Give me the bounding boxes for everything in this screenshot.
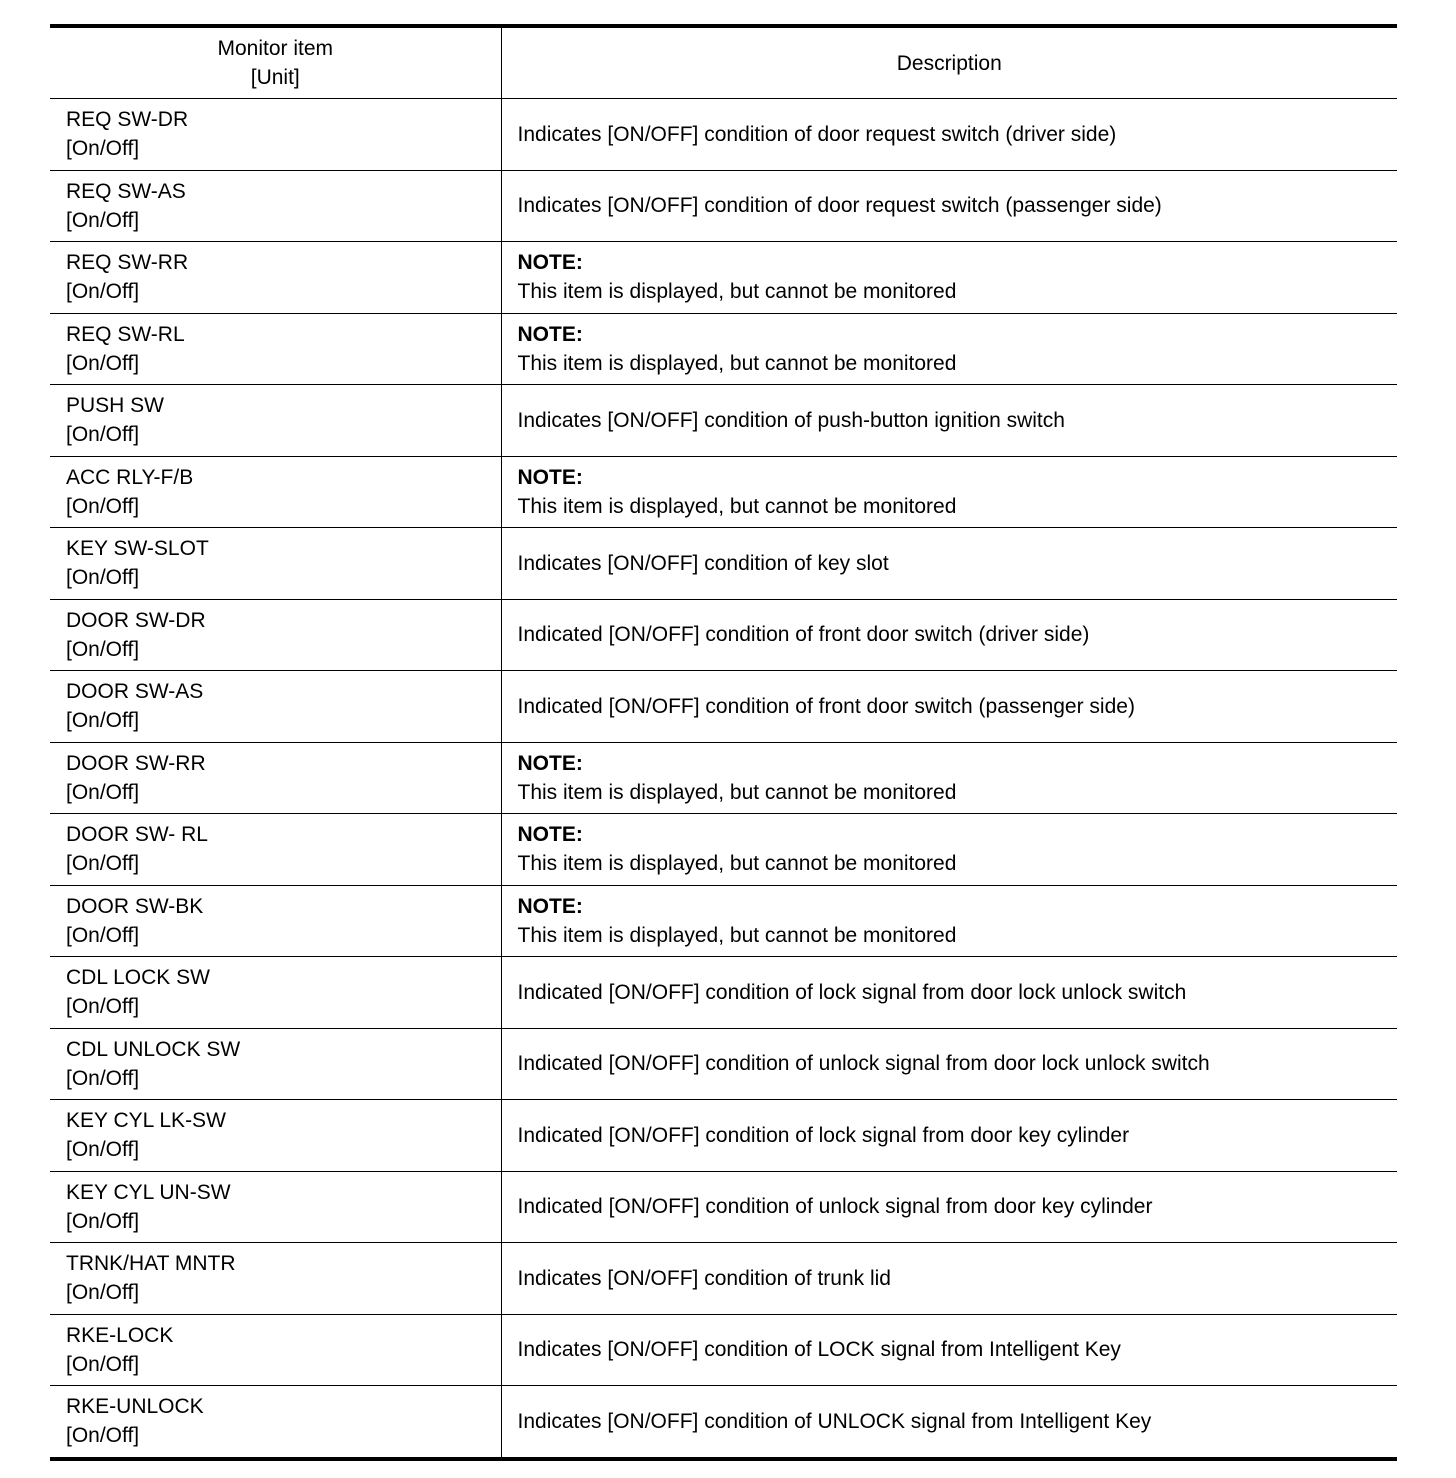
description-cell: [501, 1314, 1397, 1386]
table-row: [50, 671, 1397, 743]
monitor-item-name: DOOR SW-AS: [66, 680, 204, 704]
table-row: [50, 599, 1397, 671]
monitor-item-unit: [On/Off]: [66, 709, 140, 733]
table-row: [50, 885, 1397, 957]
description-text: Indicated [ON/OFF] condition of unlock signal from door key cylinder: [517, 1195, 1153, 1219]
monitor-item-unit: [On/Off]: [66, 351, 140, 375]
table-row: [50, 1314, 1397, 1386]
monitor-item-cell: [50, 456, 501, 528]
description-text: This item is displayed, but cannot be monitored: [517, 351, 957, 375]
description-text: Indicates [ON/OFF] condition of UNLOCK signal from Intelligent Key: [517, 1409, 1152, 1433]
description-cell: [501, 1028, 1397, 1100]
monitor-item-cell: [50, 1171, 501, 1243]
description-cell: [501, 671, 1397, 743]
monitor-item-cell: [50, 170, 501, 242]
description-text: Indicates [ON/OFF] condition of door request switch (passenger side): [517, 194, 1162, 218]
description-text: Indicates [ON/OFF] condition of key slot: [517, 551, 889, 575]
description-cell: [501, 1100, 1397, 1172]
monitor-item-unit: [On/Off]: [66, 1352, 140, 1376]
monitor-item-unit: [On/Off]: [66, 208, 140, 232]
table-row: [50, 242, 1397, 314]
monitor-item-unit: [On/Off]: [66, 566, 140, 590]
description-cell: [501, 599, 1397, 671]
description-text: This item is displayed, but cannot be monitored: [517, 852, 957, 876]
description-cell: [501, 814, 1397, 886]
monitor-item-cell: [50, 742, 501, 814]
table-row: [50, 170, 1397, 242]
description-cell: [501, 528, 1397, 600]
note-label: NOTE:: [517, 751, 583, 775]
header-monitor-item-label: Monitor item: [217, 37, 334, 60]
description-cell: [501, 1243, 1397, 1315]
description-cell: [501, 456, 1397, 528]
table-row: [50, 1028, 1397, 1100]
description-text: Indicates [ON/OFF] condition of LOCK signal from Intelligent Key: [517, 1338, 1121, 1362]
description-text: Indicated [ON/OFF] condition of lock signal from door lock unlock switch: [517, 980, 1187, 1004]
monitor-item-unit: [On/Off]: [66, 137, 140, 161]
monitor-item-cell: [50, 242, 501, 314]
table-row: [50, 742, 1397, 814]
monitor-item-table: [50, 24, 1397, 1461]
monitor-item-unit: [On/Off]: [66, 1209, 140, 1233]
monitor-item-name: TRNK/HAT MNTR: [66, 1252, 236, 1276]
monitor-item-cell: [50, 1386, 501, 1459]
table-row: [50, 385, 1397, 457]
monitor-item-name: CDL LOCK SW: [66, 966, 210, 990]
monitor-item-unit: [On/Off]: [66, 1281, 140, 1305]
monitor-item-unit: [On/Off]: [66, 1424, 140, 1448]
note-label: NOTE:: [517, 465, 583, 489]
monitor-item-cell: [50, 1314, 501, 1386]
monitor-item-cell: [50, 528, 501, 600]
monitor-item-cell: [50, 885, 501, 957]
header-unit-label: [Unit]: [250, 66, 300, 89]
monitor-item-unit: [On/Off]: [66, 995, 140, 1019]
monitor-item-name: RKE-LOCK: [66, 1323, 174, 1347]
monitor-item-cell: [50, 1243, 501, 1315]
monitor-item-unit: [On/Off]: [66, 1066, 140, 1090]
monitor-item-cell: [50, 313, 501, 385]
monitor-item-name: DOOR SW-DR: [66, 608, 206, 632]
description-cell: [501, 170, 1397, 242]
table-row: [50, 99, 1397, 171]
header-description: Description: [501, 26, 1397, 99]
table-row: [50, 957, 1397, 1029]
monitor-item-unit: [On/Off]: [66, 423, 140, 447]
description-text: This item is displayed, but cannot be monitored: [517, 494, 957, 518]
description-text: Indicated [ON/OFF] condition of lock signal from door key cylinder: [517, 1123, 1130, 1147]
monitor-item-cell: [50, 671, 501, 743]
table-header-row: [50, 26, 1397, 99]
description-text: Indicates [ON/OFF] condition of trunk lid: [517, 1266, 891, 1290]
table-row: [50, 528, 1397, 600]
description-text: Indicated [ON/OFF] condition of front door switch (driver side): [517, 623, 1090, 647]
monitor-item-name: RKE-UNLOCK: [66, 1395, 204, 1419]
note-label: NOTE:: [517, 894, 583, 918]
monitor-item-name: REQ SW-DR: [66, 108, 189, 132]
monitor-item-unit: [On/Off]: [66, 780, 140, 804]
description-cell: [501, 1386, 1397, 1459]
description-text: Indicated [ON/OFF] condition of front door switch (passenger side): [517, 694, 1135, 718]
description-text: Indicated [ON/OFF] condition of unlock signal from door lock unlock switch: [517, 1052, 1210, 1076]
monitor-item-name: DOOR SW-RR: [66, 751, 206, 775]
monitor-item-cell: [50, 957, 501, 1029]
note-label: NOTE:: [517, 823, 583, 847]
description-cell: [501, 742, 1397, 814]
table-row: [50, 1243, 1397, 1315]
monitor-item-cell: [50, 385, 501, 457]
monitor-item-name: ACC RLY-F/B: [66, 465, 194, 489]
note-label: NOTE:: [517, 322, 583, 346]
table-row: [50, 313, 1397, 385]
monitor-item-name: DOOR SW-BK: [66, 894, 204, 918]
table-row: [50, 1100, 1397, 1172]
table-row: [50, 1171, 1397, 1243]
description-cell: [501, 957, 1397, 1029]
table-row: [50, 814, 1397, 886]
monitor-item-cell: [50, 599, 501, 671]
description-cell: [501, 313, 1397, 385]
description-text: This item is displayed, but cannot be monitored: [517, 780, 957, 804]
monitor-item-cell: [50, 814, 501, 886]
monitor-item-name: PUSH SW: [66, 394, 165, 418]
monitor-item-name: REQ SW-AS: [66, 179, 186, 203]
description-text: This item is displayed, but cannot be monitored: [517, 923, 957, 947]
monitor-item-name: REQ SW-RR: [66, 251, 189, 275]
table-row: [50, 456, 1397, 528]
monitor-item-cell: [50, 1100, 501, 1172]
description-text: This item is displayed, but cannot be monitored: [517, 280, 957, 304]
monitor-item-name: KEY CYL LK-SW: [66, 1109, 226, 1133]
monitor-item-name: KEY SW-SLOT: [66, 537, 209, 561]
description-cell: [501, 885, 1397, 957]
monitor-item-name: KEY CYL UN-SW: [66, 1180, 231, 1204]
description-cell: [501, 242, 1397, 314]
monitor-item-cell: [50, 99, 501, 171]
monitor-item-unit: [On/Off]: [66, 852, 140, 876]
monitor-item-unit: [On/Off]: [66, 637, 140, 661]
monitor-item-name: CDL UNLOCK SW: [66, 1037, 241, 1061]
monitor-item-name: REQ SW-RL: [66, 322, 185, 346]
monitor-item-unit: [On/Off]: [66, 494, 140, 518]
description-text: Indicates [ON/OFF] condition of push-button ignition switch: [517, 408, 1065, 432]
monitor-item-unit: [On/Off]: [66, 280, 140, 304]
monitor-item-unit: [On/Off]: [66, 1138, 140, 1162]
monitor-item-cell: [50, 1028, 501, 1100]
table-row: [50, 1386, 1397, 1459]
description-cell: [501, 1171, 1397, 1243]
description-cell: [501, 99, 1397, 171]
monitor-item-name: DOOR SW- RL: [66, 823, 208, 847]
description-cell: [501, 385, 1397, 457]
description-text: Indicates [ON/OFF] condition of door request switch (driver side): [517, 122, 1117, 146]
note-label: NOTE:: [517, 251, 583, 275]
header-monitor-item: [50, 26, 501, 99]
monitor-item-unit: [On/Off]: [66, 923, 140, 947]
